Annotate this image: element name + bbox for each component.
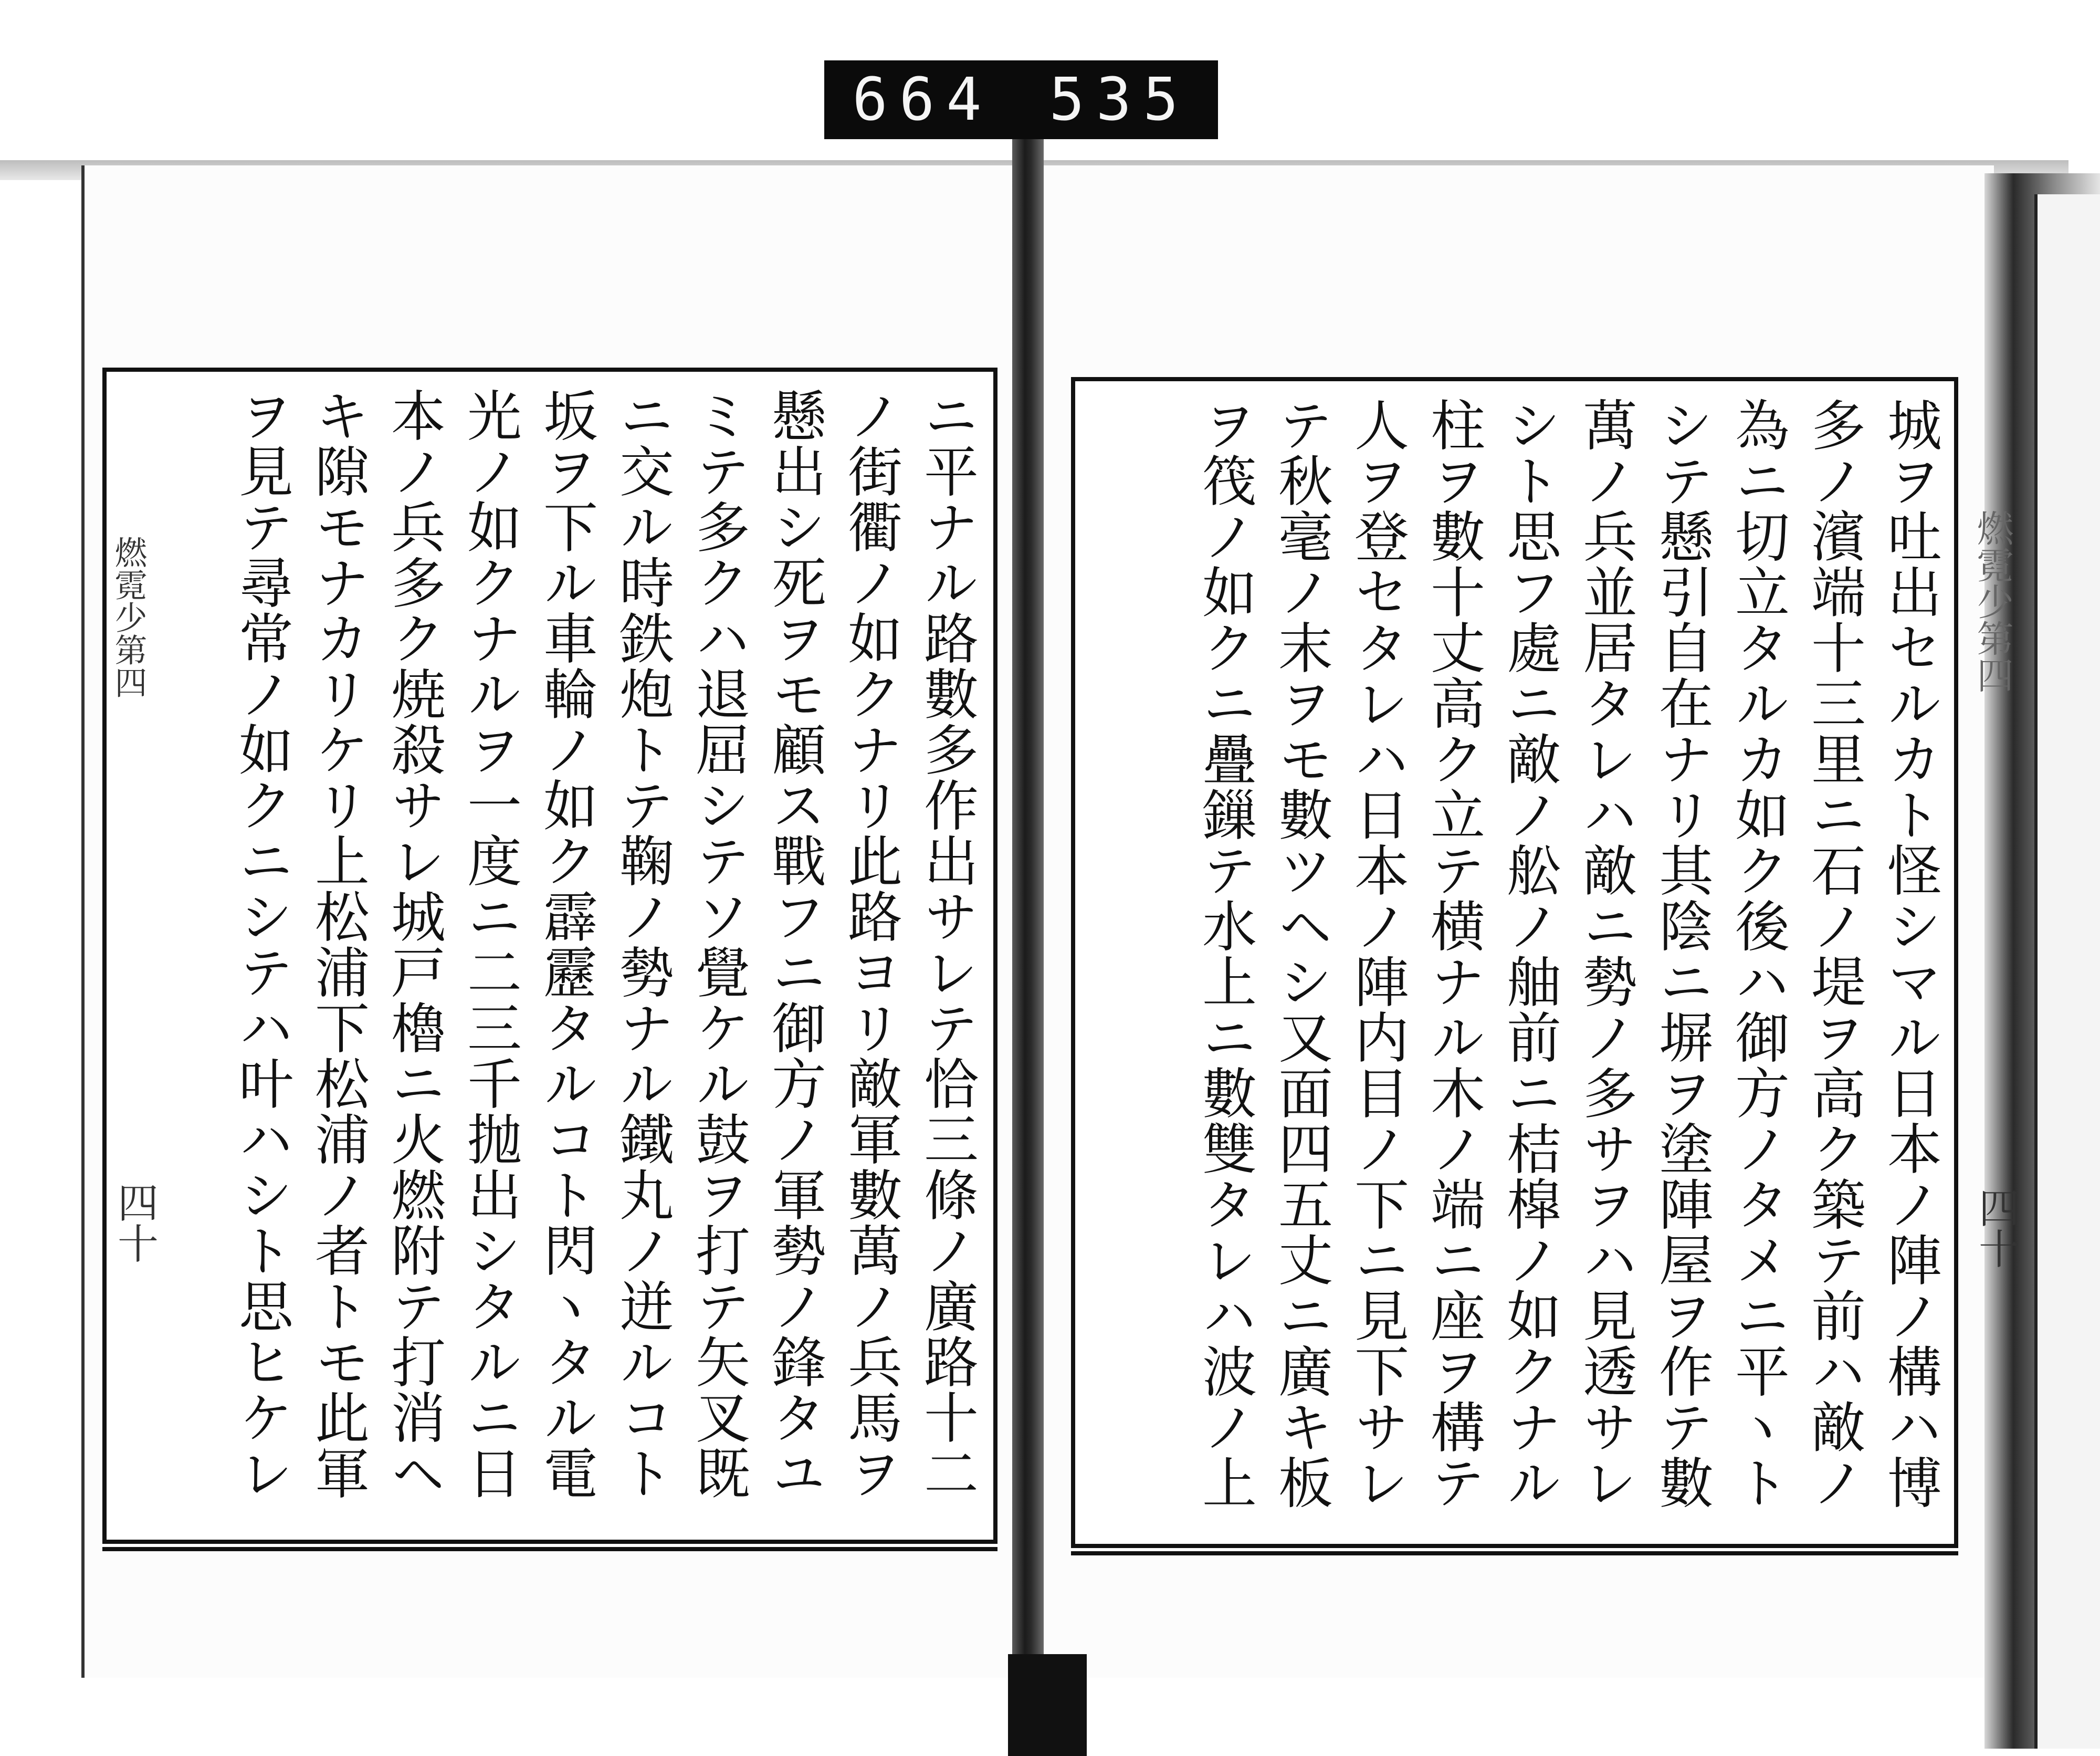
page-edge-strip xyxy=(2034,194,2100,1749)
text-column: 萬ノ兵並居タレハ敵ニ勢ノ多サヲハ見透サレ xyxy=(1573,397,1637,1510)
text-column: ヲ筏ノ如クニ疊鏁テ水上ニ數雙タレハ波ノ上 xyxy=(1193,397,1257,1510)
spine-foot xyxy=(1008,1654,1087,1756)
text-column: 人ヲ登セタレハ日本ノ陣内目ノ下ニ見下サレ xyxy=(1345,397,1409,1510)
left-side-title: 燃霓少第四 xyxy=(109,536,148,698)
text-column: テ秋毫ノ末ヲモ數ツヘシ又面四五丈ニ廣キ板 xyxy=(1269,397,1333,1510)
text-column: 柱ヲ數十丈高ク立テ横ナル木ノ端ニ座ヲ構テ xyxy=(1421,397,1485,1510)
text-column: 本ノ兵多ク焼殺サレ城戸櫓ニ火燃附テ打消ヘ xyxy=(382,388,446,1501)
text-column: 光ノ如クナルヲ一度ニ二三千抛出シタルニ日 xyxy=(458,388,522,1501)
text-column: シテ懸引自在ナリ其陰ニ塀ヲ塗陣屋ヲ作テ數 xyxy=(1650,397,1714,1510)
text-column: 為ニ切立タルカ如ク後ハ御方ノタメニ平ヽト xyxy=(1726,397,1790,1510)
frame-number-right: 535 xyxy=(1049,66,1190,134)
frame-number-left: 664 xyxy=(852,66,993,134)
text-column: 坂ヲ下ル車輪ノ如ク霹靂タルコト閃ヽタル電 xyxy=(534,388,598,1501)
book-spine xyxy=(1012,137,1044,1756)
left-text-frame xyxy=(102,368,998,1544)
right-folio-number: 四十 xyxy=(1972,1187,2019,1269)
frame-number-label xyxy=(824,60,1218,139)
text-column: シト思フ處ニ敵ノ舩ノ舳前ニ桔槹ノ如クナル xyxy=(1497,397,1561,1510)
text-column: 多ノ濱端十三里ニ石ノ堤ヲ高ク築テ前ハ敵ノ xyxy=(1802,397,1866,1510)
text-column: ノ街衢ノ如クナリ此路ヨリ敵軍數萬ノ兵馬ヲ xyxy=(838,388,902,1501)
text-column: ニ交ル時鉄炮トテ鞠ノ勢ナル鐵丸ノ迸ルコト xyxy=(610,388,674,1501)
left-folio-number: 四十 xyxy=(111,1182,158,1263)
text-column: ミテ多クハ退屈シテソ覺ケル鼓ヲ打テ矢叉既 xyxy=(686,388,750,1501)
right-text-frame xyxy=(1071,377,1958,1548)
text-column: 懸出シ死ヲモ顧ス戰フニ御方ノ軍勢ノ鋒タユ xyxy=(762,388,826,1501)
text-column: ニ平ナル路數多作出サレテ恰三條ノ廣路十二 xyxy=(915,388,979,1501)
text-column: ヲ見テ尋常ノ如クニシテハ叶ハシト思ヒケレ xyxy=(229,388,293,1501)
right-side-title: 燃霓少第四 xyxy=(1971,509,2014,693)
text-column: 城ヲ吐出セルカト怪シマル日本ノ陣ノ構ハ博 xyxy=(1878,397,1942,1510)
text-column: キ隙モナカリケリ上松浦下松浦ノ者トモ此軍 xyxy=(306,388,370,1501)
